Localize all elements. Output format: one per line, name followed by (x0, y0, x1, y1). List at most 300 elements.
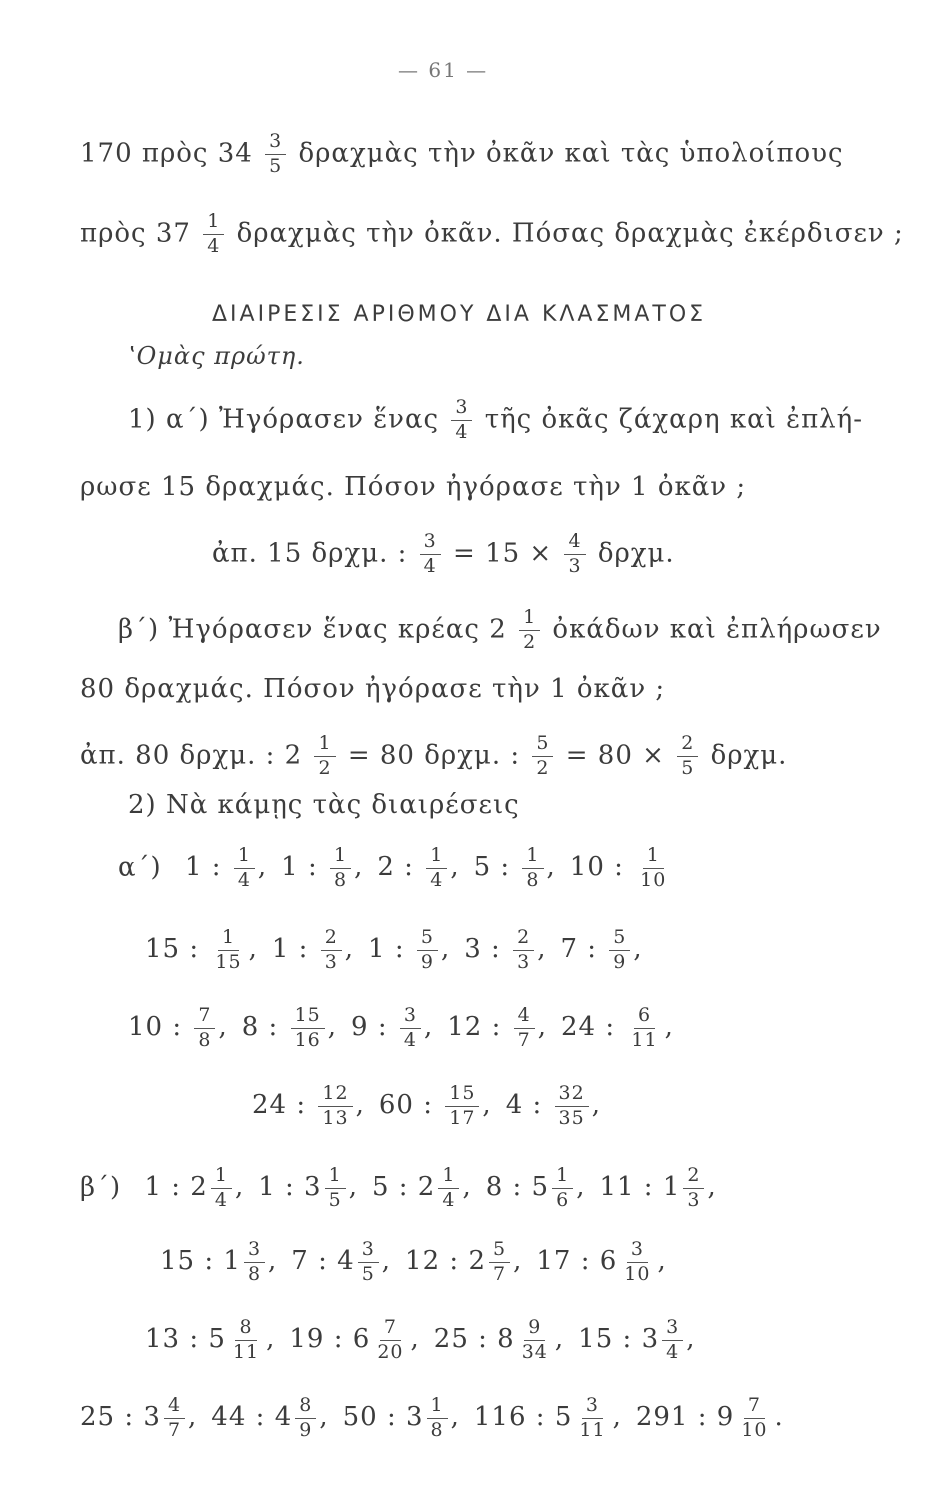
answer-middle: = 80 δρχμ. : (347, 740, 521, 771)
dividend: 10 (569, 852, 605, 883)
numerator: 7 (744, 1396, 765, 1419)
division-sign: : (287, 1090, 316, 1121)
punctuation: , (319, 1402, 329, 1433)
fraction (321, 928, 342, 973)
numerator: 5 (609, 928, 630, 951)
fraction (438, 1166, 459, 1211)
division-sign: : (634, 1172, 663, 1203)
division-expression (289, 1316, 420, 1363)
fraction (522, 846, 543, 891)
division-expression (536, 1238, 667, 1285)
intro-line-2-start: πρὸς 37 (80, 218, 191, 249)
numerator: 3 (662, 1318, 683, 1341)
division-expression (635, 1394, 784, 1441)
fraction (295, 1396, 316, 1441)
fraction (234, 846, 255, 891)
numerator: 1 (552, 1166, 573, 1189)
division-expression (145, 926, 258, 973)
dividend: 10 (128, 1012, 164, 1043)
fraction (620, 1240, 654, 1285)
numerator: 3 (244, 1240, 265, 1263)
division-sign: : (195, 1246, 224, 1277)
denominator: 3 (687, 1188, 701, 1211)
problem-1b-line-1 (118, 608, 882, 653)
division-sign: : (571, 1246, 600, 1277)
numerator: 8 (235, 1318, 256, 1341)
denominator: 7 (167, 1418, 182, 1441)
denominator: 11 (579, 1418, 606, 1441)
numerator: 2 (513, 928, 534, 951)
fraction (683, 1166, 704, 1211)
fraction (325, 1166, 346, 1211)
punctuation: , (657, 1246, 667, 1277)
division-expression (371, 1164, 472, 1211)
division-sign: : (385, 934, 414, 965)
division-expression (378, 1082, 492, 1129)
denominator: 3 (517, 950, 531, 973)
dividend: 15 (578, 1324, 614, 1355)
whole-part: 8 (497, 1324, 515, 1355)
punctuation: , (462, 1172, 472, 1203)
numerator: 3 (358, 1240, 379, 1263)
answer-middle: = 15 × (453, 538, 553, 569)
whole-part: 5 (531, 1172, 550, 1203)
answer-start: ἀπ. 15 δρχμ. : (212, 538, 408, 569)
whole-part: 1 (662, 1172, 681, 1203)
fraction (662, 1318, 683, 1363)
denominator: 10 (640, 868, 667, 891)
problem-1a-line-2: ρωσε 15 δραχμάς. Πόσον ἠγόρασε τὴν 1 ὀκᾶν ; (80, 472, 747, 502)
dividend: 5 (371, 1172, 390, 1203)
division-sign: : (308, 1246, 338, 1277)
division-sign: : (162, 1172, 191, 1203)
division-sign: : (468, 1324, 498, 1355)
whole-part: 3 (405, 1402, 424, 1433)
denominator: 16 (294, 1028, 321, 1051)
numerator: 1 (330, 846, 351, 869)
denominator: 3 (568, 554, 582, 577)
denominator: 3 (324, 950, 338, 973)
problem-1a-text-end: τῆς ὀκᾶς ζάχαρη καὶ ἐπλή- (484, 404, 864, 435)
division-expression (561, 1004, 674, 1051)
punctuation: , (234, 1172, 245, 1203)
numerator: 3 (420, 532, 441, 555)
denominator: 10 (741, 1418, 768, 1441)
fraction (211, 1166, 232, 1211)
whole-part: 5 (554, 1402, 573, 1433)
whole-part: 3 (304, 1172, 322, 1203)
fraction (575, 1396, 609, 1441)
numerator: 3 (400, 1006, 421, 1029)
division-expression (569, 844, 674, 891)
denominator: 4 (207, 234, 221, 257)
numerator: 2 (683, 1166, 704, 1189)
numerator: 15 (291, 1006, 325, 1029)
division-sign: : (163, 1012, 192, 1043)
beta-label: β΄) (80, 1172, 122, 1203)
dividend: 44 (211, 1402, 247, 1433)
fraction (203, 212, 224, 257)
denominator: 8 (247, 1262, 262, 1285)
division-expression (342, 1394, 460, 1441)
division-expression (578, 1316, 696, 1363)
division-sign: : (596, 1012, 625, 1043)
fraction (737, 1396, 771, 1441)
fraction (164, 1396, 185, 1441)
punctuation: , (707, 1172, 717, 1203)
punctuation: , (348, 1172, 358, 1203)
answer-middle-2: = 80 × (565, 740, 665, 771)
punctuation: , (537, 1012, 547, 1043)
division-sign: : (413, 1090, 443, 1121)
denominator: 5 (328, 1188, 342, 1211)
punctuation: , (633, 934, 643, 965)
punctuation: , (450, 852, 460, 883)
dividend: 8 (485, 1172, 504, 1203)
denominator: 4 (237, 868, 251, 891)
punctuation: , (537, 934, 547, 965)
denominator: 4 (214, 1188, 228, 1211)
alpha-row-2 (145, 928, 643, 973)
numerator: 4 (514, 1006, 535, 1029)
denominator: 8 (334, 868, 348, 891)
division-expression (485, 1164, 586, 1211)
numerator: 4 (164, 1396, 185, 1419)
division-sign: : (368, 1012, 397, 1043)
whole-part: 6 (599, 1246, 618, 1277)
punctuation: , (248, 934, 258, 965)
fraction (314, 734, 335, 779)
denominator: 5 (361, 1262, 375, 1285)
punctuation: , (257, 852, 268, 883)
division-expression (433, 1316, 565, 1363)
dividend: 19 (289, 1324, 325, 1355)
numerator: 1 (519, 608, 540, 631)
division-expression (271, 926, 355, 973)
dividend: 1 (258, 1172, 276, 1203)
division-expression (211, 1394, 329, 1441)
numerator: 1 (234, 846, 255, 869)
fraction (358, 1240, 379, 1285)
dividend: 1 (184, 852, 203, 883)
denominator: 2 (523, 630, 537, 653)
beta-row-1 (80, 1166, 717, 1211)
numerator: 5 (532, 734, 553, 757)
numerator: 12 (318, 1084, 352, 1107)
numerator: 5 (489, 1240, 510, 1263)
dividend: 25 (433, 1324, 469, 1355)
fraction (677, 734, 698, 779)
fraction (417, 928, 438, 973)
numerator: 7 (194, 1006, 215, 1029)
denominator: 11 (232, 1340, 260, 1363)
division-expression (281, 844, 364, 891)
dividend: 9 (351, 1012, 369, 1043)
fraction (636, 846, 670, 891)
division-expression (505, 1082, 601, 1129)
dividend: 11 (599, 1172, 635, 1203)
punctuation: , (410, 1324, 420, 1355)
punctuation: , (423, 1012, 434, 1043)
division-sign: : (688, 1402, 717, 1433)
dividend: 15 (160, 1246, 196, 1277)
division-expression (144, 1164, 245, 1211)
numerator: 2 (677, 734, 698, 757)
punctuation: , (554, 1324, 565, 1355)
numerator: 7 (380, 1318, 401, 1341)
dividend: 5 (473, 852, 492, 883)
numerator: 4 (564, 532, 585, 555)
division-expression (351, 1004, 434, 1051)
division-expression (160, 1238, 278, 1285)
intro-line-2-end: δραχμὰς τὴν ὀκᾶν. Πόσας δραχμὰς ἐκέρδισεν ; (236, 218, 904, 249)
denominator: 5 (681, 756, 695, 779)
denominator: 4 (430, 868, 444, 891)
dividend: 1 (368, 934, 386, 965)
whole-part: 4 (337, 1246, 355, 1277)
division-sign: : (289, 934, 318, 965)
fraction (552, 1166, 573, 1211)
numerator: 3 (451, 398, 472, 421)
problem-1b-text: β΄) Ἠγόρασεν ἕνας κρέας 2 (118, 614, 507, 645)
division-sign: : (526, 1402, 555, 1433)
division-expression (473, 844, 556, 891)
dividend: 7 (560, 934, 578, 965)
problem-1b-line-2: 80 δραχμάς. Πόσον ἠγόρασε τὴν 1 ὀκᾶν ; (80, 674, 666, 704)
division-sign: : (115, 1402, 144, 1433)
punctuation: , (450, 1402, 460, 1433)
division-sign: : (503, 1172, 532, 1203)
punctuation: . (774, 1402, 784, 1433)
fraction (244, 1240, 265, 1285)
division-expression (560, 926, 643, 973)
intro-line-1-end: δραχμὰς τὴν ὀκᾶν καὶ τὰς ὑπολοίπους (298, 138, 844, 169)
numerator: 32 (555, 1084, 589, 1107)
problem-2-heading: 2) Νὰ κάμῃς τὰς διαιρέσεις (128, 790, 520, 820)
denominator: 4 (403, 1028, 417, 1051)
denominator: 17 (449, 1106, 476, 1129)
dividend: 13 (145, 1324, 181, 1355)
intro-line-1-start: 170 πρὸς 34 (80, 138, 253, 169)
alpha-label: α΄) (118, 852, 162, 883)
division-expression (405, 1238, 523, 1285)
division-sign: : (440, 1246, 469, 1277)
dividend: 50 (342, 1402, 378, 1433)
fraction (489, 1240, 510, 1285)
division-expression (368, 926, 451, 973)
division-expression (464, 926, 547, 973)
numerator: 1 (314, 734, 335, 757)
denominator: 5 (269, 154, 283, 177)
fraction (519, 608, 540, 653)
denominator: 4 (442, 1188, 456, 1211)
division-sign: : (377, 1402, 406, 1433)
division-expression (184, 844, 268, 891)
problem-1b-text-end: ὀκάδων καὶ ἐπλήρωσεν (552, 614, 882, 645)
numerator: 1 (522, 846, 543, 869)
punctuation: , (686, 1324, 696, 1355)
fraction (627, 1006, 661, 1051)
punctuation: , (482, 1090, 492, 1121)
division-sign: : (180, 934, 209, 965)
division-sign: : (202, 852, 231, 883)
whole-part: 3 (641, 1324, 660, 1355)
numerator: 1 (438, 1166, 459, 1189)
fraction (451, 398, 472, 443)
problem-1b-answer (80, 734, 787, 779)
division-sign: : (298, 852, 328, 883)
denominator: 7 (517, 1028, 531, 1051)
division-sign: : (578, 934, 607, 965)
dividend: 116 (473, 1402, 527, 1433)
fraction (420, 532, 441, 577)
punctuation: , (268, 1246, 278, 1277)
denominator: 9 (613, 950, 627, 973)
denominator: 35 (558, 1106, 585, 1129)
numerator: 3 (265, 132, 286, 155)
punctuation: , (344, 934, 355, 965)
division-expression (291, 1238, 392, 1285)
fraction (211, 928, 245, 973)
fraction (318, 1084, 352, 1129)
whole-part: 2 (468, 1246, 486, 1277)
numerator: 8 (295, 1396, 316, 1419)
division-sign: : (394, 852, 424, 883)
denominator: 13 (322, 1106, 349, 1129)
problem-1a-line-1 (128, 398, 863, 443)
answer-start: ἀπ. 80 δρχμ. : 2 (80, 740, 303, 771)
numerator: 2 (321, 928, 342, 951)
numerator: 1 (325, 1166, 346, 1189)
division-expression (473, 1394, 622, 1441)
whole-part: 5 (208, 1324, 226, 1355)
fraction (291, 1006, 325, 1051)
denominator: 8 (526, 868, 540, 891)
fraction (555, 1084, 589, 1129)
answer-unit: δρχμ. (597, 538, 675, 569)
punctuation: , (188, 1402, 198, 1433)
whole-part: 1 (223, 1246, 241, 1277)
denominator: 11 (631, 1028, 658, 1051)
numerator: 1 (211, 1166, 232, 1189)
numerator: 1 (643, 846, 664, 869)
whole-part: 4 (274, 1402, 293, 1433)
division-sign: : (259, 1012, 288, 1043)
division-expression (145, 1316, 276, 1363)
numerator: 9 (524, 1318, 545, 1341)
beta-row-4 (80, 1396, 784, 1441)
fraction (532, 734, 553, 779)
division-sign: : (389, 1172, 418, 1203)
numerator: 6 (634, 1006, 655, 1029)
fraction (427, 1396, 448, 1441)
denominator: 2 (318, 756, 332, 779)
alpha-row-1 (118, 846, 673, 891)
division-sign: : (523, 1090, 552, 1121)
whole-part: 2 (190, 1172, 208, 1203)
punctuation: , (355, 1090, 365, 1121)
problem-1a-text: 1) α΄) Ἠγόρασεν ἕνας (128, 404, 440, 435)
division-sign: : (180, 1324, 209, 1355)
denominator: 10 (624, 1262, 651, 1285)
answer-unit: δρχμ. (710, 740, 788, 771)
denominator: 8 (198, 1028, 212, 1051)
division-sign: : (246, 1402, 275, 1433)
numerator: 1 (203, 212, 224, 235)
division-sign: : (491, 852, 520, 883)
fraction (564, 532, 585, 577)
problem-1a-answer (212, 532, 675, 577)
numerator: 3 (627, 1240, 648, 1263)
intro-line-1 (80, 132, 844, 177)
fraction (400, 1006, 421, 1051)
punctuation: , (546, 852, 556, 883)
alpha-row-4 (252, 1084, 601, 1129)
numerator: 15 (445, 1084, 479, 1107)
denominator: 9 (420, 950, 434, 973)
denominator: 4 (666, 1340, 680, 1363)
division-sign: : (275, 1172, 305, 1203)
punctuation: , (664, 1012, 674, 1043)
dividend: 12 (405, 1246, 441, 1277)
punctuation: , (381, 1246, 392, 1277)
punctuation: , (513, 1246, 523, 1277)
punctuation: , (218, 1012, 228, 1043)
dividend: 2 (377, 852, 395, 883)
division-sign: : (324, 1324, 353, 1355)
division-sign: : (481, 934, 511, 965)
beta-row-2 (160, 1240, 667, 1285)
fraction (229, 1318, 263, 1363)
numerator: 3 (582, 1396, 603, 1419)
beta-row-3 (145, 1318, 695, 1363)
dividend: 25 (80, 1402, 116, 1433)
division-sign: : (482, 1012, 511, 1043)
denominator: 34 (521, 1340, 548, 1363)
division-expression (599, 1164, 717, 1211)
denominator: 4 (423, 554, 437, 577)
dividend: 1 (271, 934, 290, 965)
division-sign: : (613, 1324, 642, 1355)
fraction (518, 1318, 552, 1363)
division-expression (252, 1082, 365, 1129)
dividend: 12 (447, 1012, 483, 1043)
numerator: 1 (426, 846, 447, 869)
numerator: 5 (417, 928, 438, 951)
fraction (265, 132, 286, 177)
dividend: 4 (505, 1090, 524, 1121)
dividend: 60 (378, 1090, 414, 1121)
dividend: 7 (291, 1246, 309, 1277)
dividend: 8 (241, 1012, 260, 1043)
division-expression (377, 844, 460, 891)
dividend: 3 (464, 934, 482, 965)
dividend: 1 (144, 1172, 162, 1203)
fraction (330, 846, 351, 891)
dividend: 291 (635, 1402, 689, 1433)
denominator: 6 (556, 1188, 570, 1211)
group-subheading: ʽΟμὰς πρώτη. (128, 342, 305, 370)
intro-line-2 (80, 212, 904, 257)
whole-part: 9 (716, 1402, 735, 1433)
division-expression (128, 1004, 228, 1051)
fraction (513, 928, 534, 973)
dividend: 15 (145, 934, 181, 965)
punctuation: , (591, 1090, 601, 1121)
denominator: 8 (430, 1418, 444, 1441)
division-sign: : (604, 852, 634, 883)
division-expression (80, 1394, 198, 1441)
